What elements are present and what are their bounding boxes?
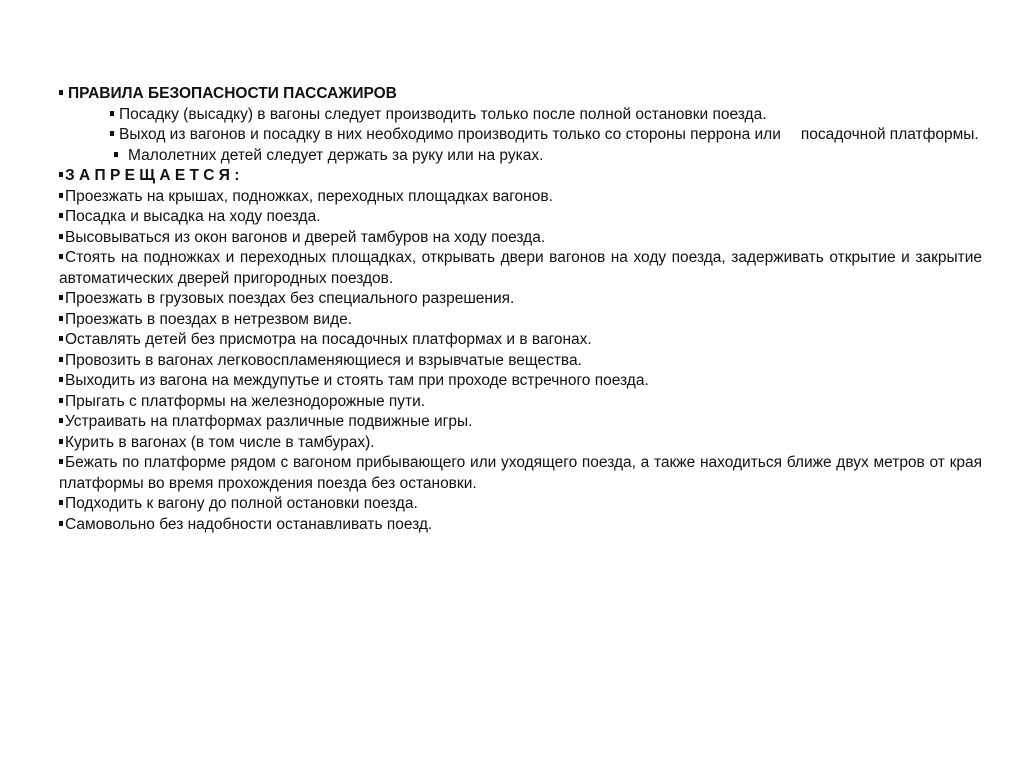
rules-list bbox=[59, 105, 982, 167]
forbidden-heading-text: З А П Р Е Щ А Е Т С Я : bbox=[65, 167, 240, 184]
rules-item: Выход из вагонов и посадку в них необходимо производить только со стороны перрона или посадочной платформы. bbox=[110, 125, 982, 146]
bullet-square-icon bbox=[59, 439, 63, 444]
bullet-square-icon bbox=[59, 521, 63, 526]
forbidden-item: Подходить к вагону до полной остановки поезда. bbox=[59, 494, 982, 515]
forbidden-item: Провозить в вагонах легковоспламеняющиеся и взрывчатые вещества. bbox=[59, 351, 982, 372]
forbidden-item: Проезжать на крышах, подножках, переходных площадках вагонов. bbox=[59, 187, 982, 208]
bullet-square-icon bbox=[59, 213, 63, 218]
bullet-square-icon bbox=[59, 500, 63, 505]
bullet-square-icon bbox=[59, 172, 63, 177]
forbidden-heading bbox=[59, 166, 982, 187]
forbidden-item: Оставлять детей без присмотра на посадочных платформах и в вагонах. bbox=[59, 330, 982, 351]
forbidden-item: Курить в вагонах (в том числе в тамбурах). bbox=[59, 433, 982, 454]
bullet-square-icon bbox=[59, 398, 63, 403]
bullet-square-icon bbox=[59, 254, 63, 259]
bullet-square-icon bbox=[59, 459, 63, 464]
forbidden-item: Стоять на подножках и переходных площадках, открывать двери вагонов на ходу поезда, задерживать открытие и закрытие автоматических дверей пригородных поездов. bbox=[59, 249, 982, 287]
forbidden-item: Выходить из вагона на междупутье и стоять там при проходе встречного поезда. bbox=[59, 371, 982, 392]
rules-item: Посадку (высадку) в вагоны следует производить только после полной остановки поезда. bbox=[110, 105, 982, 126]
bullet-square-icon bbox=[110, 111, 114, 116]
rules-heading-text: ПРАВИЛА БЕЗОПАСНОСТИ ПАССАЖИРОВ bbox=[68, 85, 397, 102]
bullet-square-icon bbox=[59, 357, 63, 362]
forbidden-item: Высовываться из окон вагонов и дверей тамбуров на ходу поезда. bbox=[59, 228, 982, 249]
bullet-square-icon bbox=[59, 377, 63, 382]
forbidden-item: Бежать по платформе рядом с вагоном прибывающего или уходящего поезда, а также находиться ближе двух метров от края платформы во время прохождения поезда без остановки. bbox=[59, 454, 982, 492]
bullet-square-icon bbox=[114, 152, 118, 157]
bullet-square-icon bbox=[59, 295, 63, 300]
forbidden-item: Проезжать в поездах в нетрезвом виде. bbox=[59, 310, 982, 331]
forbidden-item: Самовольно без надобности останавливать поезд. bbox=[59, 515, 982, 536]
bullet-square-icon bbox=[110, 131, 114, 136]
bullet-square-icon bbox=[59, 234, 63, 239]
bullet-square-icon bbox=[59, 418, 63, 423]
bullet-square-icon bbox=[59, 193, 63, 198]
rules-item: Малолетних детей следует держать за руку или на руках. bbox=[110, 146, 982, 167]
forbidden-item: Устраивать на платформах различные подвижные игры. bbox=[59, 412, 982, 433]
forbidden-item: Посадка и высадка на ходу поезда. bbox=[59, 207, 982, 228]
forbidden-item: Проезжать в грузовых поездах без специального разрешения. bbox=[59, 289, 982, 310]
slide-content bbox=[59, 84, 982, 535]
forbidden-list bbox=[59, 187, 982, 536]
rules-heading bbox=[59, 84, 982, 105]
bullet-square-icon bbox=[59, 90, 63, 95]
bullet-square-icon bbox=[59, 316, 63, 321]
bullet-square-icon bbox=[59, 336, 63, 341]
forbidden-item: Прыгать с платформы на железнодорожные пути. bbox=[59, 392, 982, 413]
